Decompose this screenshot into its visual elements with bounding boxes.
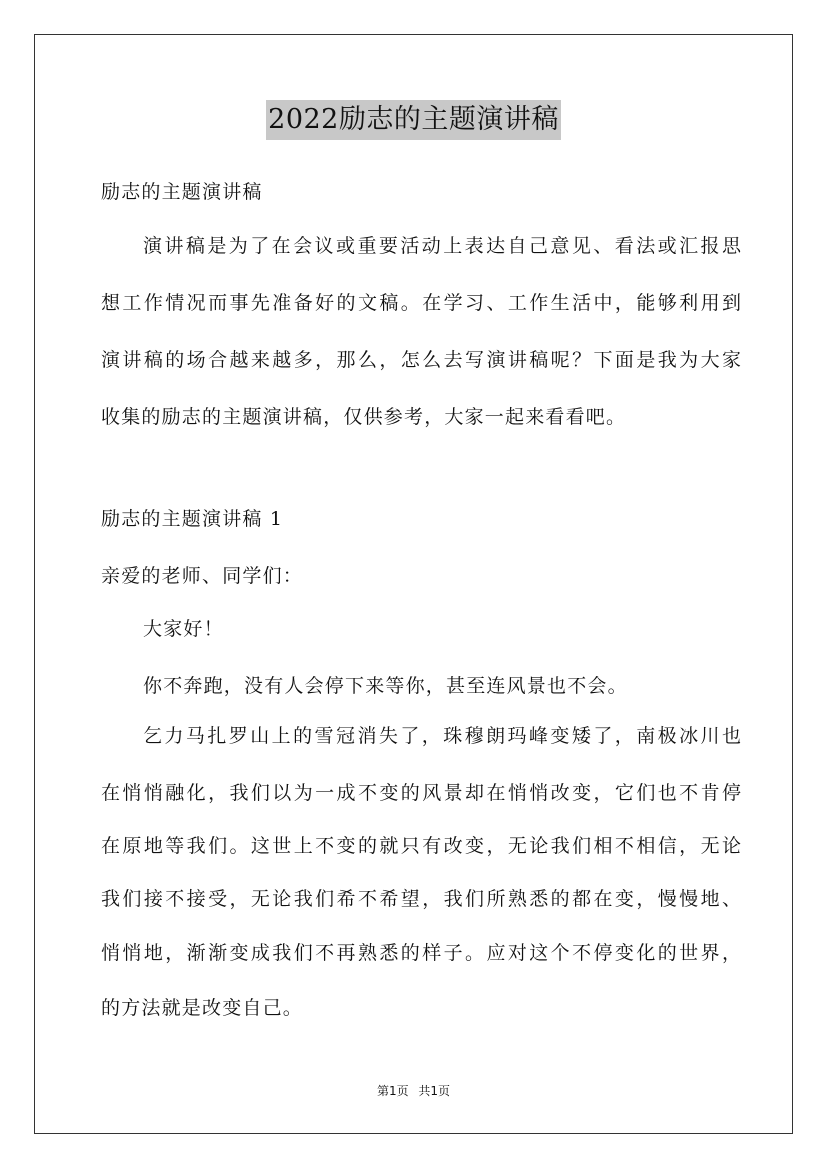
- body-line: 乞力马扎罗山上的雪冠消失了，珠穆朗玛峰变矮了，南极冰川也: [143, 725, 741, 747]
- document-title: 2022励志的主题演讲稿: [266, 100, 561, 140]
- body-line: 演讲稿的场合越来越多，那么，怎么去写演讲稿呢？下面是我为大家: [101, 349, 741, 371]
- body-line: 大家好！: [143, 618, 224, 640]
- body-line: 励志的主题演讲稿 1: [101, 508, 284, 530]
- page-footer: [0, 1083, 827, 1099]
- body-line: 演讲稿是为了在会议或重要活动上表达自己意见、看法或汇报思: [143, 235, 741, 257]
- body-line: 我们接不接受，无论我们希不希望，我们所熟悉的都在变，慢慢地、: [101, 888, 741, 910]
- body-line: 悄悄地，渐渐变成我们不再熟悉的样子。应对这个不停变化的世界，: [101, 942, 741, 964]
- body-line: 的方法就是改变自己。: [101, 997, 304, 1019]
- body-line: 励志的主题演讲稿: [101, 181, 263, 203]
- body-line: 你不奔跑，没有人会停下来等你，甚至连风景也不会。: [143, 675, 628, 697]
- body-line: 在原地等我们。这世上不变的就只有改变，无论我们相不相信，无论: [101, 835, 741, 857]
- title-container: [0, 100, 827, 140]
- body-line: 亲爱的老师、同学们：: [101, 565, 304, 587]
- body-line: 收集的励志的主题演讲稿，仅供参考，大家一起来看看吧。: [101, 406, 627, 428]
- body-line: 在悄悄融化，我们以为一成不变的风景却在悄悄改变，它们也不肯停: [101, 782, 741, 804]
- body-line: 想工作情况而事先准备好的文稿。在学习、工作生活中，能够利用到: [101, 292, 741, 314]
- page-number: 第1页: [376, 1084, 409, 1098]
- page-total: 共1页: [418, 1084, 451, 1098]
